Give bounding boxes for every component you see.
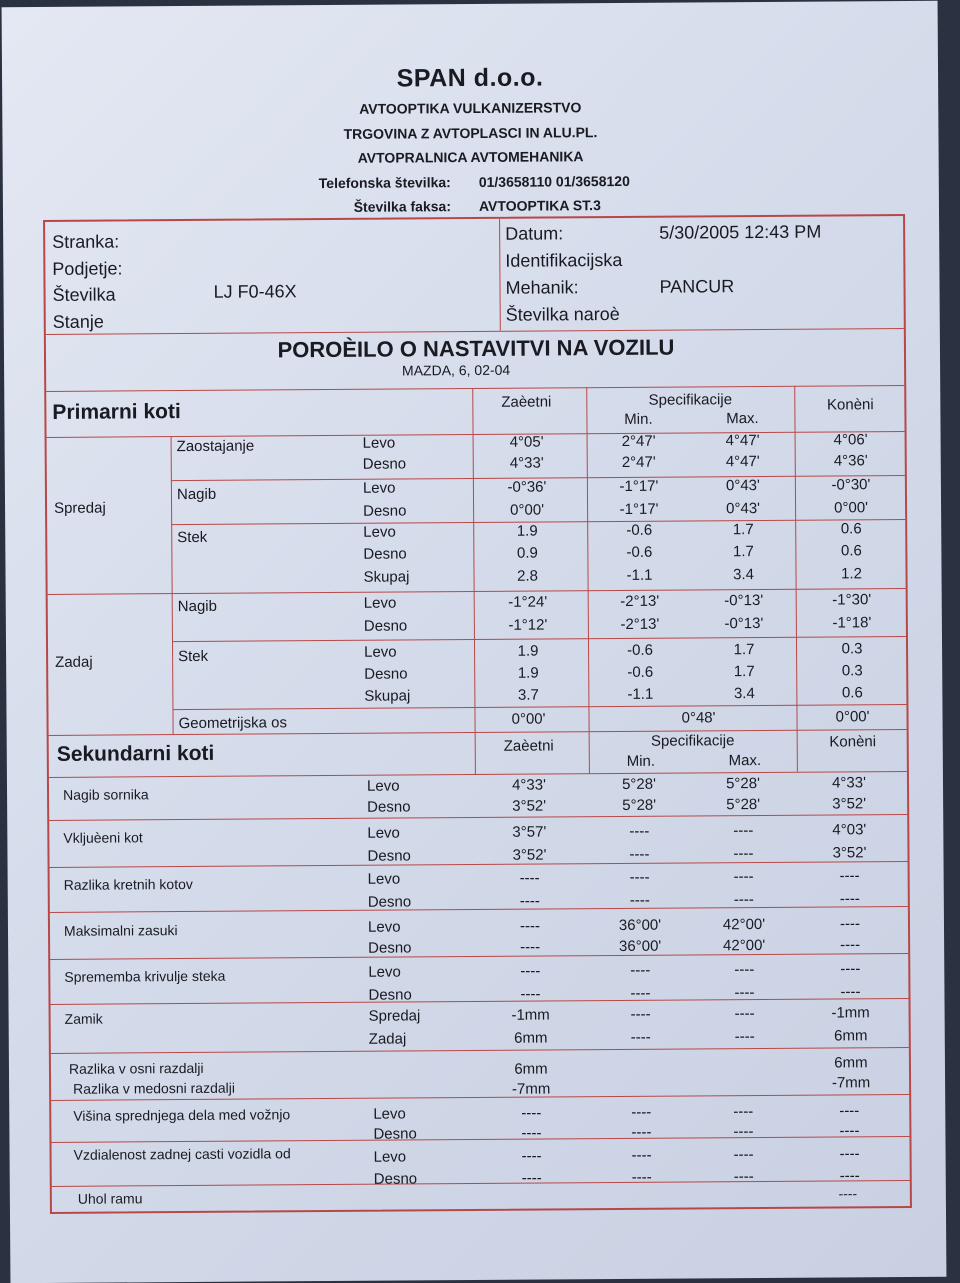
report-sheet <box>2 1 947 1283</box>
secondary-row-side: Levo <box>366 777 400 795</box>
primary-row-max: 3.4 <box>733 685 755 703</box>
geom-spec: 0°48' <box>681 709 716 727</box>
secondary-row-start: ---- <box>520 962 541 980</box>
secondary-row-min: ---- <box>630 1005 651 1023</box>
primary-row-end: 0.6 <box>840 542 862 560</box>
vzdalenost-row-min: ---- <box>631 1168 652 1186</box>
visina-row-side: Levo <box>373 1105 406 1123</box>
secondary-row-min: ---- <box>629 891 650 909</box>
primary-row-min: -2°13' <box>620 592 660 610</box>
vzdalenost-row-max: ---- <box>733 1168 754 1186</box>
secondary-row-max: 42°00' <box>722 936 766 955</box>
secondary-row-side: Levo <box>367 918 401 936</box>
secondary-row-start: 6mm <box>514 1029 548 1047</box>
secondary-row-min: 36°00' <box>618 916 662 934</box>
primary-row-min: -1°17' <box>619 500 659 518</box>
razlika-start-2: -7mm <box>511 1080 551 1098</box>
secondary-row-max: ---- <box>733 868 754 886</box>
primary-row-end: -1°30' <box>832 591 872 609</box>
primary-row-max: 0°43' <box>725 477 760 495</box>
primary-row-side: Levo <box>363 523 396 541</box>
vzdalenost-row-side: Desno <box>373 1170 418 1188</box>
phone-value: 01/3658110 01/3658120 <box>478 172 630 190</box>
secondary-row-start: ---- <box>519 917 541 935</box>
secondary-row-max: ---- <box>734 1005 755 1023</box>
vzdalenost-row-start: ---- <box>521 1147 542 1165</box>
primary-row-min: -0.6 <box>626 543 653 561</box>
secondary-row-max: 5°28' <box>726 796 761 814</box>
secondary-row-end: ---- <box>839 890 860 908</box>
primary-row-side: Desno <box>363 617 408 635</box>
primary-row-end: 4°36' <box>833 452 868 470</box>
primary-row-start: -1°12' <box>508 616 548 634</box>
secondary-row-start: 4°33' <box>511 776 547 794</box>
visina-row-max: ---- <box>733 1103 754 1121</box>
primary-row-end: -1°18' <box>832 614 872 632</box>
primary-row-start: 4°05' <box>509 433 544 451</box>
primary-row-end: 0.6 <box>840 520 862 538</box>
razlika-start-1: 6mm <box>514 1060 548 1078</box>
primary-row-min: -1°17' <box>619 477 659 495</box>
vzdalenost-row-start: ---- <box>521 1169 542 1187</box>
primary-row-max: 4°47' <box>725 453 760 471</box>
secondary-group-label: Maksimalni zasuki <box>63 922 178 939</box>
narocilo-label: Številka naroè <box>505 303 620 325</box>
vzdalenost-row-end: ---- <box>839 1145 860 1163</box>
secondary-row-end: 6mm <box>834 1027 868 1045</box>
primary-col-start: Zaèetni <box>501 393 552 411</box>
secondary-col-max: Max. <box>728 751 762 770</box>
podjetje-label: Podjetje: <box>52 258 123 279</box>
primary-row-min: -0.6 <box>626 521 653 539</box>
secondary-row-max: ---- <box>734 1028 755 1046</box>
secondary-col-end: Konèni <box>829 733 877 751</box>
secondary-row-min: 36°00' <box>618 937 662 955</box>
secondary-row-min: ---- <box>629 868 650 886</box>
company-line-1: AVTOOPTIKA VULKANIZERSTVO <box>359 99 582 117</box>
stranka-label: Stranka: <box>52 231 120 252</box>
secondary-row-end: 3°52' <box>832 795 867 813</box>
secondary-group-label: Razlika kretnih kotov <box>63 875 193 893</box>
secondary-row-max: ---- <box>733 822 754 840</box>
primary-row-side: Levo <box>364 643 397 661</box>
secondary-row-end: ---- <box>839 915 861 933</box>
secondary-row-min: 5°28' <box>621 775 657 793</box>
secondary-row-side: Desno <box>368 986 412 1004</box>
primary-row-end: 0.3 <box>841 640 863 658</box>
razlika-end-2: -7mm <box>831 1074 871 1092</box>
primary-row-end: 0.3 <box>841 662 863 680</box>
primary-row-end: 4°06' <box>833 431 868 449</box>
secondary-row-min: ---- <box>629 845 650 863</box>
identifikacijska-label: Identifikacijska <box>505 249 623 271</box>
primary-row-side: Levo <box>362 479 396 497</box>
primary-row-max: 1.7 <box>733 663 755 681</box>
secondary-row-min: ---- <box>629 822 650 840</box>
primary-col-spec: Specifikacije <box>648 391 733 409</box>
primary-row-start: 1.9 <box>516 522 538 540</box>
primary-row-min: -2°13' <box>620 615 660 633</box>
mehanik-label: Mehanik: <box>505 277 579 298</box>
primary-row-side: Desno <box>364 665 408 683</box>
uhol-label: Uhol ramu <box>77 1190 143 1207</box>
primary-row-side: Desno <box>363 545 407 563</box>
vzdalenost-row-min: ---- <box>631 1146 652 1164</box>
secondary-row-max: ---- <box>733 891 754 909</box>
primary-row-min: 2°47' <box>621 432 656 450</box>
info-divider <box>499 219 501 331</box>
rear-label: Zadaj <box>55 653 93 671</box>
secondary-row-side: Levo <box>367 824 400 842</box>
secondary-row-side: Levo <box>367 870 401 888</box>
primary-row-min: -0.6 <box>627 641 654 659</box>
secondary-row-side: Levo <box>368 963 401 981</box>
phone-label: Telefonska številka: <box>318 174 451 192</box>
vehicle: MAZDA, 6, 02-04 <box>401 361 511 379</box>
geom-end: 0°00' <box>835 708 870 726</box>
vzdalenost-row-side: Levo <box>373 1148 407 1166</box>
datum-value: 5/30/2005 12:43 PM <box>659 221 822 243</box>
secondary-row-side: Spredaj <box>368 1007 421 1025</box>
visina-label: Višina sprednjega dela med vožnjo <box>73 1106 291 1124</box>
primary-row-max: 1.7 <box>732 543 754 561</box>
stevilka-label: Številka <box>52 284 116 305</box>
visina-row-max: ---- <box>733 1123 754 1141</box>
geom-label: Geometrijska os <box>178 714 287 733</box>
company-name: SPAN d.o.o. <box>396 63 544 93</box>
secondary-row-max: ---- <box>734 961 755 979</box>
nagib-rear-label: Nagib <box>177 597 218 616</box>
secondary-row-end: ---- <box>839 867 860 885</box>
secondary-row-end: ---- <box>840 936 861 954</box>
vzdalenost-row-max: ---- <box>733 1146 754 1164</box>
stek-label: Stek <box>177 528 208 547</box>
secondary-row-end: ---- <box>840 960 861 978</box>
secondary-row-min: ---- <box>630 984 651 1002</box>
secondary-row-end: 3°52' <box>832 844 867 862</box>
secondary-row-min: 5°28' <box>622 796 657 814</box>
company-line-3: AVTOPRALNICA AVTOMEHANIKA <box>357 148 584 166</box>
secondary-row-max: 42°00' <box>722 915 766 934</box>
primary-row-end: 0°00' <box>834 499 869 517</box>
secondary-group-label: Zamik <box>64 1010 103 1027</box>
primary-row-max: -0°13' <box>724 591 764 610</box>
uhol-end: ---- <box>838 1185 858 1202</box>
primary-row-min: -1.1 <box>627 685 654 703</box>
primary-row-side: Levo <box>363 594 397 612</box>
primary-row-max: 0°43' <box>726 500 761 518</box>
secondary-row-side: Desno <box>367 847 411 865</box>
primary-row-start: 2.8 <box>517 567 539 585</box>
primary-col-max: Max. <box>726 410 759 428</box>
primary-row-start: 3.7 <box>517 686 539 704</box>
razlika-end-1: 6mm <box>834 1054 868 1072</box>
alignment-form <box>43 214 912 1214</box>
primary-row-side: Levo <box>362 434 396 452</box>
secondary-row-side: Desno <box>367 798 411 816</box>
secondary-row-end: -1mm <box>831 1004 870 1022</box>
secondary-row-start: ---- <box>519 892 540 910</box>
company-line-2: TRGOVINA Z AVTOPLASCI IN ALU.PL. <box>343 124 598 142</box>
visina-row-start: ---- <box>521 1104 542 1122</box>
primary-row-side: Skupaj <box>363 568 410 586</box>
visina-row-end: ---- <box>839 1102 860 1120</box>
secondary-row-start: ---- <box>519 869 540 887</box>
secondary-row-end: ---- <box>840 983 861 1001</box>
secondary-row-start: 3°52' <box>512 846 547 864</box>
secondary-row-end: 4°03' <box>832 821 867 839</box>
secondary-group-label: Vkljuèeni kot <box>63 829 143 846</box>
primary-row-end: -0°30' <box>831 476 871 494</box>
secondary-row-max: 5°28' <box>725 775 760 793</box>
visina-row-min: ---- <box>631 1123 652 1141</box>
primary-row-start: 1.9 <box>517 664 539 682</box>
secondary-col-spec: Specifikacije <box>650 732 735 750</box>
primary-row-min: -0.6 <box>627 663 654 681</box>
secondary-col-start: Zaèetni <box>503 737 554 755</box>
stanje-label: Stanje <box>52 311 104 332</box>
fax-label: Številka faksa: <box>353 198 452 215</box>
secondary-row-end: 4°33' <box>831 774 866 792</box>
mehanik-value: PANCUR <box>659 276 735 297</box>
report-title: POROÈILO O NASTAVITVI NA VOZILU <box>277 334 675 363</box>
secondary-group-label: Nagib sornika <box>63 786 149 803</box>
primary-col-end: Konèni <box>826 396 874 414</box>
visina-row-start: ---- <box>521 1124 542 1142</box>
secondary-row-start: ---- <box>520 938 541 956</box>
stek-rear-label: Stek <box>178 647 209 666</box>
primary-row-side: Desno <box>363 502 407 520</box>
primary-row-max: 1.7 <box>732 521 754 539</box>
primary-row-start: -0°36' <box>507 478 547 496</box>
primary-row-start: 0°00' <box>510 501 545 519</box>
fax-value: AVTOOPTIKA ST.3 <box>478 197 601 214</box>
secondary-row-start: -1mm <box>511 1006 550 1024</box>
secondary-col-min: Min. <box>626 752 656 770</box>
vzdalenost-row-end: ---- <box>839 1167 860 1185</box>
primary-row-min: 2°47' <box>621 453 656 471</box>
secondary-row-start: 3°57' <box>512 823 547 841</box>
stevilka-value: LJ F0-46X <box>213 281 297 302</box>
geom-start: 0°00' <box>511 710 546 728</box>
primary-row-max: 3.4 <box>733 566 755 584</box>
razlika-osni-label: Razlika v osni razdalji <box>68 1059 204 1077</box>
secondary-group-label: Sprememba krivulje steka <box>64 967 226 985</box>
primary-heading: Primarni koti <box>52 400 181 424</box>
visina-row-end: ---- <box>839 1122 860 1140</box>
visina-row-side: Desno <box>373 1125 417 1143</box>
primary-row-start: 1.9 <box>517 642 539 660</box>
secondary-row-side: Desno <box>367 893 412 911</box>
front-label: Spredaj <box>53 499 106 517</box>
primary-row-start: -1°24' <box>508 593 548 611</box>
zaostajanje-label: Zaostajanje <box>176 437 255 456</box>
vzdalenost-label: Vzdialenost zadnej casti vozidla od <box>73 1145 291 1163</box>
razlika-medosni-label: Razlika v medosni razdalji <box>73 1079 236 1097</box>
primary-row-start: 0.9 <box>516 544 538 562</box>
secondary-row-side: Zadaj <box>368 1030 407 1048</box>
secondary-row-start: ---- <box>520 985 541 1003</box>
primary-row-side: Skupaj <box>364 687 411 705</box>
secondary-row-min: ---- <box>630 961 651 979</box>
secondary-row-max: ---- <box>734 984 755 1002</box>
primary-row-end: 0.6 <box>841 684 863 702</box>
primary-row-min: -1.1 <box>626 566 653 584</box>
visina-row-min: ---- <box>631 1103 652 1121</box>
secondary-row-min: ---- <box>630 1028 651 1046</box>
datum-label: Datum: <box>505 223 564 244</box>
primary-row-max: 1.7 <box>733 641 755 659</box>
primary-col-min: Min. <box>624 410 653 428</box>
primary-row-side: Desno <box>362 455 407 473</box>
secondary-heading: Sekundarni koti <box>56 741 215 766</box>
primary-row-max: 4°47' <box>725 432 760 450</box>
primary-row-start: 4°33' <box>509 454 544 472</box>
nagib-label: Nagib <box>176 485 217 504</box>
secondary-row-start: 3°52' <box>512 797 547 815</box>
primary-row-end: 1.2 <box>841 565 863 583</box>
secondary-row-side: Desno <box>368 939 412 957</box>
primary-row-max: -0°13' <box>724 614 764 633</box>
secondary-row-max: ---- <box>733 845 754 863</box>
